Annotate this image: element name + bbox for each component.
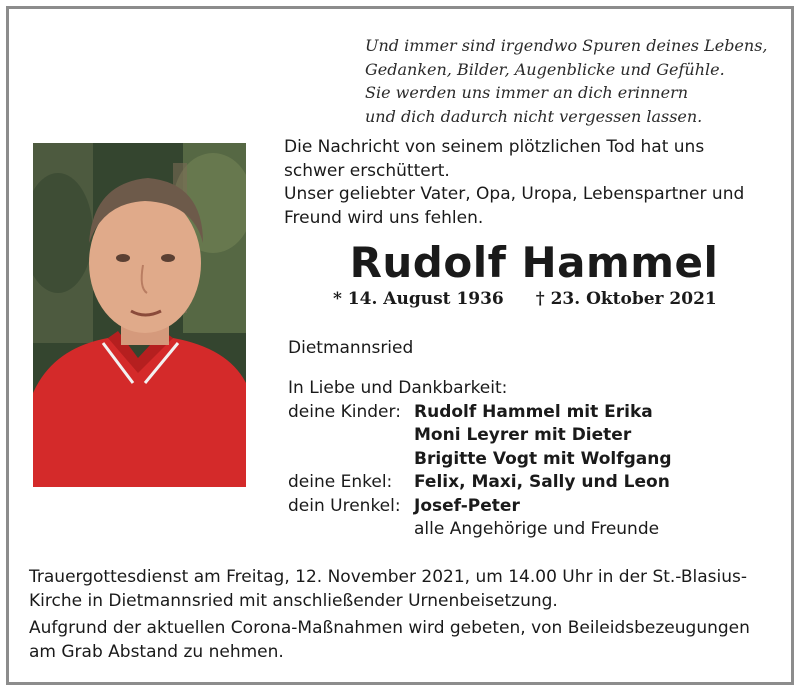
poem-line: Gedanken, Bilder, Augenblicke und Gefühle. — [365, 59, 725, 79]
children-label: deine Kinder: — [288, 401, 401, 422]
portrait-photo — [33, 143, 246, 487]
poem-line: und dich dadurch nicht vergessen lassen. — [365, 106, 703, 126]
others-entry: alle Angehörige und Freunde — [414, 519, 660, 539]
service-line: Kirche in Dietmannsried mit anschließender Urnenbeisetzung. — [29, 590, 558, 611]
memorial-poem — [365, 34, 795, 128]
child-entry: Moni Leyrer mit Dieter — [414, 425, 632, 445]
corona-line: am Grab Abstand zu nehmen. — [29, 641, 284, 662]
birth-date: * 14. August 1936 — [333, 289, 504, 309]
funeral-service-info — [29, 566, 789, 613]
life-dates — [333, 289, 793, 309]
corona-line: Aufgrund der aktuellen Corona-Maßnahmen wird gebeten, von Beileidsbezeugungen — [29, 618, 750, 638]
portrait-illustration — [33, 143, 246, 487]
spacer — [288, 448, 414, 472]
service-line: Trauergottesdienst am Freitag, 12. November 2021, um 14.00 Uhr in der St.-Blasius- — [29, 567, 747, 587]
place-of-residence: Dietmannsried — [288, 338, 414, 358]
spacer — [288, 424, 414, 448]
deceased-name: Rudolf Hammel — [349, 238, 719, 287]
child-entry: Brigitte Vogt mit Wolfgang — [414, 448, 672, 469]
intro-line: Die Nachricht von seinem plötzlichen Tod hat uns — [284, 137, 705, 157]
corona-notice — [29, 617, 789, 664]
mourners-list — [288, 377, 788, 542]
child-entry: Rudolf Hammel mit Erika — [414, 401, 653, 422]
mourners-heading: In Liebe und Dankbarkeit: — [288, 378, 508, 398]
spacer — [288, 518, 414, 542]
intro-line: schwer erschüttert. — [284, 160, 450, 181]
intro-line: Unser geliebter Vater, Opa, Uropa, Lebenspartner und — [284, 184, 745, 204]
intro-line: Freund wird uns fehlen. — [284, 207, 484, 228]
death-announcement — [284, 136, 784, 230]
greatgrandchild-label: dein Urenkel: — [288, 495, 401, 516]
grandchildren-entry: Felix, Maxi, Sally und Leon — [414, 472, 670, 492]
poem-line: Und immer sind irgendwo Spuren deines Lebens, — [365, 36, 768, 55]
grandchildren-label: deine Enkel: — [288, 472, 393, 492]
death-date: † 23. Oktober 2021 — [535, 289, 717, 309]
greatgrandchild-entry: Josef-Peter — [414, 495, 520, 516]
poem-line: Sie werden uns immer an dich erinnern — [365, 83, 689, 102]
